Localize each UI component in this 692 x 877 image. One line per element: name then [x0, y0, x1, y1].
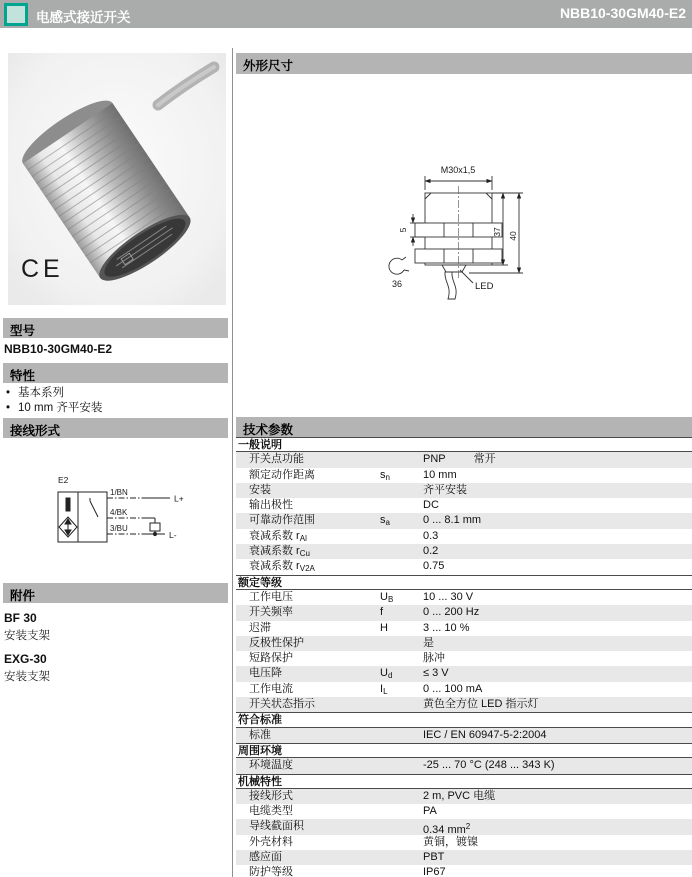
row-label: 环境温度: [249, 759, 293, 772]
row-symbol: [380, 835, 423, 850]
row-value-2: 常开: [473, 453, 496, 466]
table-row: [236, 651, 692, 666]
table-subsection-header: 机械特性: [236, 774, 692, 789]
row-label: 导线截面积: [249, 820, 304, 833]
row-value: 3 ... 10 %: [423, 621, 470, 634]
row-value: IEC / EN 60947-5-2:2004: [423, 728, 547, 741]
table-row: [236, 621, 692, 636]
column-divider: [232, 48, 233, 877]
table-row: [236, 804, 692, 819]
row-label: 电压降: [249, 667, 282, 680]
row-value: 脉冲: [423, 652, 445, 665]
row-label: 电缆类型: [249, 805, 293, 818]
row-value: -25 ... 70 °C (248 ... 343 K): [423, 759, 555, 772]
wiring-diagram: [50, 465, 225, 555]
row-label: 反极性保护: [249, 636, 304, 649]
row-label: 开关点功能: [249, 453, 304, 466]
table-row: [236, 452, 692, 467]
model-number: NBB10-30GM40-E2: [4, 342, 113, 356]
row-value: 黄色全方位 LED 指示灯: [423, 698, 539, 711]
row-symbol: $U_B$: [380, 590, 394, 604]
section-model: 型号: [3, 318, 228, 338]
row-value: PA: [423, 805, 437, 818]
dimension-drawing: [372, 156, 572, 308]
dim-40-label: 40: [508, 231, 518, 241]
row-symbol: H: [380, 621, 388, 634]
row-label: 可靠动作范围: [249, 514, 315, 527]
table-row: [236, 682, 692, 697]
section-connection: 接线形式: [3, 418, 228, 438]
row-label: 工作电流: [249, 682, 293, 695]
table-row: [236, 835, 692, 850]
brand-square-icon: [4, 3, 28, 26]
row-label: 短路保护: [249, 652, 293, 665]
table-row: [236, 789, 692, 804]
table-row: [236, 529, 692, 544]
row-value: ≤ 3 V: [423, 667, 449, 680]
dim-led-label: LED: [475, 281, 494, 292]
row-symbol: [380, 559, 423, 574]
row-label: 接线形式: [249, 789, 293, 802]
row-symbol: [380, 452, 423, 467]
row-value: 2 m, PVC 电缆: [423, 789, 496, 802]
row-label: 标准: [249, 728, 271, 741]
row-value: 0.75: [423, 560, 445, 573]
row-label: 迟滞: [249, 621, 271, 634]
row-symbol: [380, 636, 423, 651]
table-row: [236, 865, 692, 877]
features-list: [4, 386, 102, 416]
section-dimensions: 外形尺寸: [236, 53, 692, 74]
row-value: 黄铜，镀镍: [423, 835, 478, 848]
table-row: [236, 636, 692, 651]
row-symbol: [380, 819, 423, 834]
dim-37-label: 37: [492, 227, 502, 237]
accessory-desc: 安装支架: [4, 671, 50, 683]
row-label: 开关频率: [249, 606, 293, 619]
section-accessories: 附件: [3, 583, 228, 603]
row-symbol: [380, 850, 423, 865]
wiring-pin1-label: 1/BN: [110, 488, 128, 497]
table-row: [236, 758, 692, 773]
table-row: [236, 590, 692, 605]
feature-item: • 基本系列: [6, 387, 64, 399]
table-row: [236, 559, 692, 574]
row-label: 输出极性: [249, 499, 293, 512]
row-label: 开关状态指示: [249, 698, 315, 711]
wiring-tag: E2: [58, 475, 69, 485]
row-value: 10 ... 30 V: [423, 590, 474, 603]
row-label: 安装: [249, 483, 271, 496]
accessory-name: BF 30: [4, 611, 37, 625]
dim-thread-label: M30x1,5: [440, 165, 476, 175]
row-value: DC: [423, 499, 439, 512]
accessory-desc: 安装支架: [4, 630, 50, 642]
row-label: 衰减系数 $r_{V2A}$: [249, 560, 315, 574]
wiring-pin2-label: 4/BK: [110, 508, 128, 517]
table-subsection-header: 一般说明: [236, 437, 692, 452]
row-symbol: f: [380, 606, 384, 619]
table-row: [236, 544, 692, 559]
section-tech-data: 技术参数: [236, 417, 692, 438]
row-value: 0 ... 8.1 mm: [423, 514, 482, 527]
table-subsection-header: 额定等级: [236, 575, 692, 590]
accessory-name: EXG-30: [4, 652, 47, 666]
table-row: [236, 697, 692, 712]
wiring-lplus-label: L+: [174, 493, 184, 504]
row-value: 是: [423, 636, 434, 649]
header-bar: [0, 0, 692, 28]
row-value: 0.3: [423, 529, 439, 542]
row-symbol: $U_d$: [380, 667, 393, 681]
page-title: 电感式接近开关: [36, 10, 131, 25]
table-row: [236, 666, 692, 681]
table-row: [236, 850, 692, 865]
dim-5-label: 5: [398, 227, 408, 233]
table-subsection-header: 符合标准: [236, 712, 692, 727]
table-subsection-header: 周围环境: [236, 743, 692, 758]
row-symbol: $I_L$: [380, 682, 388, 696]
row-symbol: [380, 544, 423, 559]
table-row: [236, 513, 692, 528]
row-symbol: [380, 697, 423, 712]
table-row: [236, 468, 692, 483]
section-features: 特性: [3, 363, 228, 383]
row-symbol: [380, 804, 423, 819]
row-symbol: [380, 789, 423, 804]
row-symbol: [380, 728, 423, 743]
row-value: 齐平安装: [423, 483, 467, 496]
table-row: [236, 819, 692, 837]
ce-mark: CE: [21, 255, 64, 283]
row-label: 防护等级: [249, 866, 293, 877]
row-value: PBT: [423, 851, 445, 864]
row-label: 工作电压: [249, 590, 293, 603]
row-label: 衰减系数 $r_{Al}$: [249, 529, 307, 543]
dim-36-label: 36: [392, 279, 403, 289]
feature-item: • 10 mm 齐平安装: [6, 402, 103, 414]
row-label: 额定动作距离: [249, 468, 315, 481]
row-symbol: [380, 529, 423, 544]
row-value: 10 mm: [423, 468, 457, 481]
row-value: 0 ... 100 mA: [423, 682, 483, 695]
row-value: PNP 常开: [423, 453, 496, 466]
header-model-number: NBB10-30GM40-E2: [559, 5, 686, 21]
row-symbol: [380, 498, 423, 513]
accessories-list: [4, 604, 50, 686]
row-label: 外壳材料: [249, 835, 293, 848]
row-label: 感应面: [249, 851, 282, 864]
tech-table: [236, 437, 692, 877]
row-symbol: $s_a$: [380, 514, 390, 528]
table-row: [236, 483, 692, 498]
wiring-pin3-label: 3/BU: [110, 524, 128, 533]
row-symbol: [380, 865, 423, 877]
table-row: [236, 728, 692, 743]
row-value: IP67: [423, 866, 446, 877]
row-symbol: $s_n$: [380, 468, 390, 482]
row-symbol: [380, 483, 423, 498]
row-value: 0 ... 200 Hz: [423, 606, 480, 619]
row-symbol: [380, 758, 423, 773]
row-value: 0.34 $mm^2$: [423, 822, 471, 837]
row-symbol: [380, 651, 423, 666]
wiring-lminus-label: L-: [169, 530, 177, 540]
row-label: 衰减系数 $r_{Cu}$: [249, 545, 310, 559]
row-value: 0.2: [423, 545, 439, 558]
table-row: [236, 605, 692, 620]
table-row: [236, 498, 692, 513]
